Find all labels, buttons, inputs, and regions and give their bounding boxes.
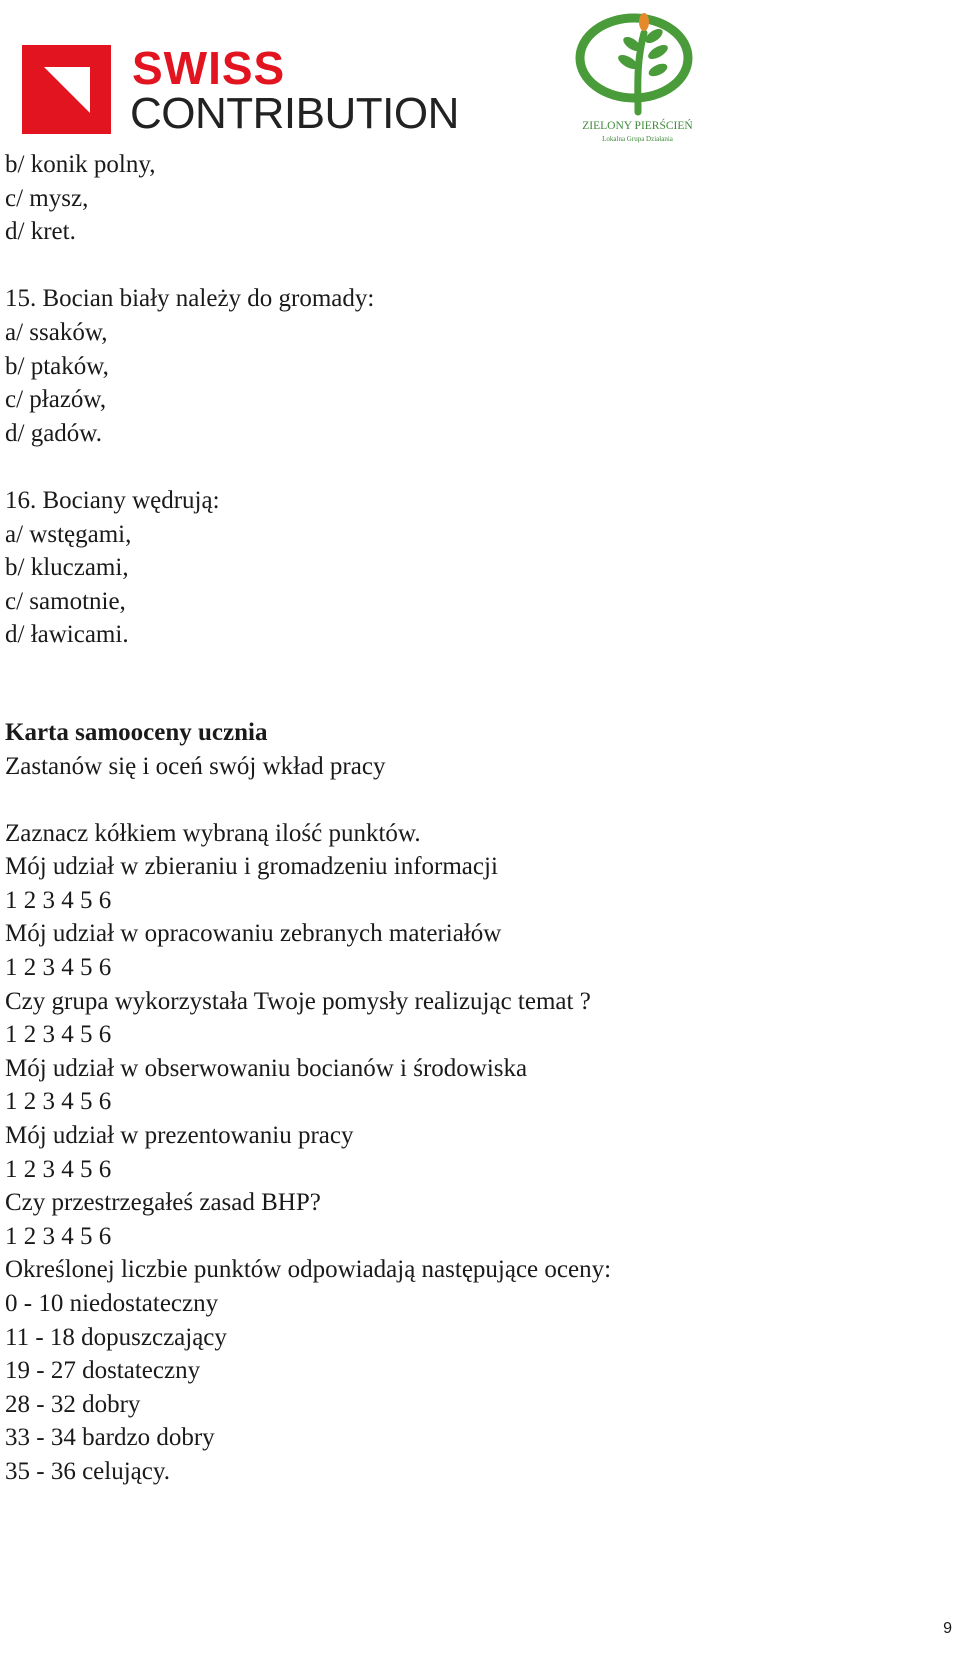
green-ring-leaf-icon (572, 8, 703, 120)
q15-option-a: a/ ssaków, (5, 318, 108, 346)
q16-option-b: b/ kluczami, (5, 554, 129, 582)
q14-option-d: d/ kret. (5, 218, 76, 246)
swiss-flag-icon (22, 45, 111, 134)
q15-option-b: b/ ptaków, (5, 352, 109, 380)
assessment-item-scale: 1 2 3 4 5 6 (5, 1155, 112, 1183)
q16-option-a: a/ wstęgami, (5, 520, 132, 548)
q15-question: 15. Bocian biały należy do gromady: (5, 285, 375, 313)
grade-row: 0 - 10 niedostateczny (5, 1290, 219, 1317)
grading-intro: Określonej liczbie punktów odpowiadają następujące oceny: (5, 1256, 612, 1284)
assessment-item-label: Mój udział w obserwowaniu bocianów i środowiska (5, 1054, 528, 1082)
q16-question: 16. Bociany wędrują: (5, 486, 220, 514)
q14-option-b: b/ konik polny, (5, 151, 156, 178)
assessment-item-label: Czy przestrzegałeś zasad BHP? (5, 1189, 321, 1217)
self-assessment-instruction: Zaznacz kółkiem wybraną ilość punktów. (5, 819, 421, 847)
grade-row: 28 - 32 dobry (5, 1390, 141, 1418)
assessment-item-label: Czy grupa wykorzystała Twoje pomysły realizując temat ? (5, 987, 591, 1015)
grade-row: 33 - 34 bardzo dobry (5, 1424, 215, 1452)
zp-logo-name: ZIELONY PIERŚCIEŃ (582, 120, 693, 132)
q16-option-d: d/ ławicami. (5, 621, 129, 649)
self-assessment-title: Karta samooceny ucznia (5, 718, 268, 746)
swiss-logo-line1: SWISS (132, 42, 286, 94)
self-assessment-subtitle: Zastanów się i oceń swój wkład pracy (5, 752, 386, 780)
assessment-item-scale: 1 2 3 4 5 6 (5, 886, 112, 914)
q15-option-c: c/ płazów, (5, 386, 107, 414)
grade-row: 35 - 36 celujący. (5, 1457, 170, 1485)
swiss-logo-line2: CONTRIBUTION (130, 89, 459, 138)
assessment-item-scale: 1 2 3 4 5 6 (5, 1088, 112, 1116)
q16-option-c: c/ samotnie, (5, 587, 126, 615)
assessment-item-scale: 1 2 3 4 5 6 (5, 1021, 112, 1049)
document-body (5, 148, 945, 1489)
zielony-pierscien-logo (570, 8, 705, 148)
page-number: 9 (943, 1620, 952, 1637)
q15-option-d: d/ gadów. (5, 419, 102, 447)
assessment-item-label: Mój udział w opracowaniu zebranych materiałów (5, 920, 502, 948)
q14-option-c: c/ mysz, (5, 184, 89, 212)
grade-row: 11 - 18 dopuszczający (5, 1323, 227, 1351)
assessment-item-label: Mój udział w prezentowaniu pracy (5, 1122, 354, 1150)
assessment-item-scale: 1 2 3 4 5 6 (5, 954, 112, 982)
zp-logo-subtitle: Lokalna Grupa Działania (602, 135, 673, 143)
assessment-item-scale: 1 2 3 4 5 6 (5, 1222, 112, 1250)
grade-row: 19 - 27 dostateczny (5, 1357, 201, 1385)
swiss-contribution-logo (22, 42, 462, 138)
assessment-item-label: Mój udział w zbieraniu i gromadzeniu informacji (5, 853, 498, 881)
